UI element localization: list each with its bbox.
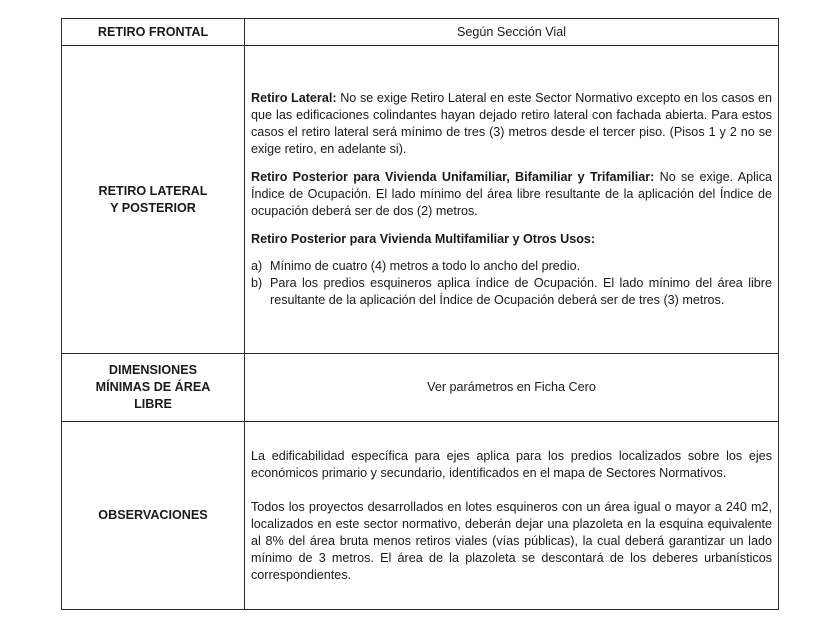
observation-paragraph-2: Todos los proyectos desarrollados en lotes esquineros con un área igual o mayor a 240 m2, localizados en este sector normativo, deberán dejar una plazoleta en la esquina equivalente al 8% del área bruta menos retiros viales (vías públicas), la cual deberá garantizar un lado mínimo de 3 metros. El área de la plazoleta se descontará de los deberes urbanísticos correspondientes. bbox=[251, 499, 772, 582]
list-text: Para los predios esquineros aplica índice de Ocupación. El lado mínimo del área libre resultante de la aplicación del Índice de Ocupación deberá ser de tres (3) metros. bbox=[270, 276, 772, 307]
list-marker: a) bbox=[251, 259, 263, 273]
posterior-single-title: Retiro Posterior para Vivienda Unifamiliar, Bifamiliar y Trifamiliar: bbox=[251, 170, 655, 184]
row-label: DIMENSIONES MÍNIMAS DE ÁREA LIBRE bbox=[62, 354, 245, 422]
table-row-dimensiones bbox=[62, 354, 779, 422]
lateral-text: No se exige Retiro Lateral en este Sector Normativo excepto en los casos en que las edificaciones colindantes hayan dejado retiro lateral con fachada abierta. Para estos casos el retiro lateral será mínimo de tres (3) metros desde el tercer piso. (Pisos 1 y 2 no se exige retiro, en adelante si). bbox=[251, 91, 772, 156]
list-item bbox=[251, 275, 772, 309]
posterior-multi-list bbox=[251, 258, 772, 309]
posterior-single-text: No se exige. Aplica Índice de Ocupación. El lado mínimo del área libre resultante de la aplicación del Índice de ocupación deberá ser de dos (2) metros. bbox=[251, 170, 773, 218]
list-text: Mínimo de cuatro (4) metros a todo lo ancho del predio. bbox=[270, 259, 581, 273]
row-content bbox=[245, 422, 779, 610]
list-item bbox=[251, 258, 772, 275]
list-marker: b) bbox=[251, 276, 263, 290]
table-row-retiro-frontal bbox=[62, 19, 779, 46]
row-value: Según Sección Vial bbox=[245, 19, 779, 46]
row-label: OBSERVACIONES bbox=[62, 422, 245, 610]
row-content bbox=[245, 46, 779, 354]
table-row-retiro-lateral-posterior bbox=[62, 46, 779, 354]
posterior-single-paragraph bbox=[251, 169, 772, 220]
posterior-multi-title: Retiro Posterior para Vivienda Multifamiliar y Otros Usos: bbox=[251, 232, 596, 246]
table-row-observaciones bbox=[62, 422, 779, 610]
row-label: RETIRO LATERAL Y POSTERIOR bbox=[62, 46, 245, 354]
regulation-table bbox=[61, 18, 779, 610]
row-value: Ver parámetros en Ficha Cero bbox=[245, 354, 779, 422]
lateral-title: Retiro Lateral: bbox=[251, 91, 337, 105]
observation-paragraph-1: La edificabilidad específica para ejes aplica para los predios localizados sobre los ejes económicos primario y secundario, identificados en el mapa de Sectores Normativos. bbox=[251, 448, 772, 480]
lateral-paragraph bbox=[251, 90, 772, 158]
row-label: RETIRO FRONTAL bbox=[62, 19, 245, 46]
